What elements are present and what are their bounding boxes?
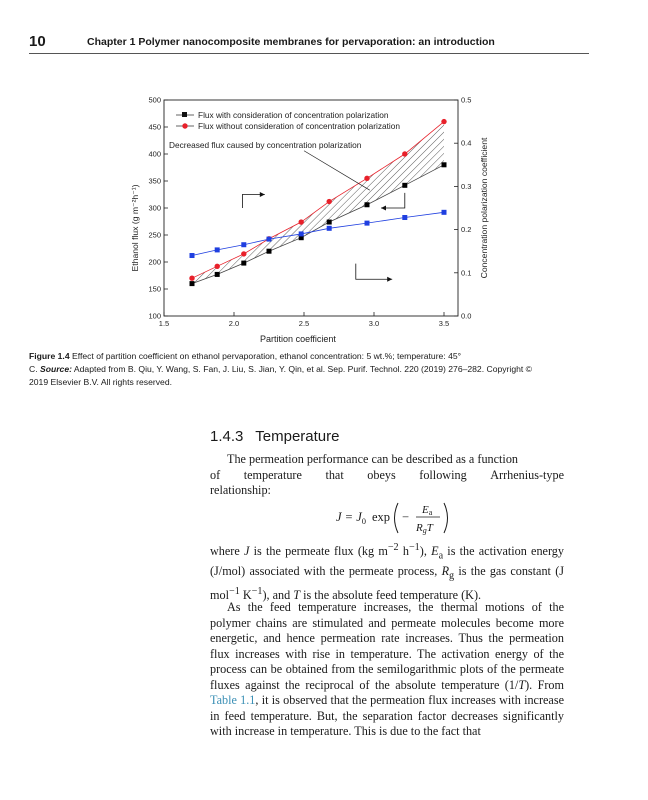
caption-text: Effect of partition coefficient on ethanol pervaporation, ethanol concentration: 5 wt.%; temperature: 45°	[71, 351, 462, 361]
series-cp-coefficient-point	[327, 226, 332, 231]
eq-exp: exp	[372, 510, 391, 524]
x-tick-label: 3.0	[368, 319, 380, 328]
series-with-cp-point	[442, 162, 447, 167]
x-tick-label: 2.0	[228, 319, 240, 328]
series-cp-coefficient-point	[442, 210, 447, 215]
legend-label-series-1: Flux with consideration of concentration polarization	[198, 110, 389, 120]
series-without-cp-point	[327, 199, 332, 204]
header-rule	[29, 53, 589, 54]
caption-line-1	[29, 350, 589, 363]
legend-label-series-2: Flux without consideration of concentration polarization	[198, 121, 401, 131]
eq-minus: −	[402, 510, 410, 524]
paragraph-1	[210, 452, 564, 499]
caption-label: Figure 1.4	[29, 351, 70, 361]
legend-marker-square	[182, 112, 187, 117]
figure-caption	[29, 350, 589, 389]
series-with-cp-point	[402, 183, 407, 188]
eq-den: R	[416, 522, 423, 534]
word: that	[325, 467, 344, 482]
series-with-cp-point	[327, 220, 332, 225]
x-tick-label: 2.5	[298, 319, 310, 328]
series-with-cp-point	[267, 249, 272, 254]
eq-num: E	[422, 504, 429, 516]
caption-line-3: 2019 Elsevier B.V. All rights reserved.	[29, 377, 172, 387]
series-cp-coefficient-point	[299, 231, 304, 236]
page-number: 10	[29, 33, 46, 50]
y-left-tick-label: 400	[148, 149, 161, 159]
y-right-tick-label: 0.4	[461, 138, 472, 148]
eq-lhs: J = J	[336, 510, 362, 524]
series-cp-coefficient-point	[241, 242, 246, 247]
legend-marker-circle	[182, 123, 187, 128]
section-number: 1.4.3	[210, 428, 244, 445]
series-without-cp-point	[241, 251, 246, 256]
table-link[interactable]: Table 1.1	[210, 693, 256, 707]
y-left-tick-label: 500	[148, 95, 161, 105]
series-with-cp-point	[241, 261, 246, 266]
eq-den-T: T	[426, 522, 433, 534]
series-without-cp-point	[189, 276, 194, 281]
section-heading	[210, 428, 340, 445]
y-left-tick-label: 450	[148, 122, 161, 132]
paragraph-3: As the feed temperature increases, the thermal motions of the polymer chains are stimulated and permeate molecules become more energetic, and hence permeation rate increases. Thus the permeation flux increases with rise in temperature. The activation energy of the process can be obtained from the semilogarithmic plots of the permeate fluxes against the reciprocal of the absolute temperature (1/T). From Table 1.1, it is observed that the permeation flux increases with increase in feed temperature. But, the separation factor decreases significantly with increase in temperature. This is due to the fact that	[210, 600, 564, 738]
caption-line2-prefix: C.	[29, 364, 38, 374]
series-without-cp-point	[364, 176, 369, 181]
series-cp-coefficient-point	[215, 247, 220, 252]
svg-text:J = J0	[336, 510, 366, 526]
x-tick-label: 3.5	[438, 319, 450, 328]
word: temperature	[243, 467, 302, 482]
para1-line2	[210, 468, 564, 484]
arrow-to-blue-series	[356, 264, 392, 280]
annotation-text: Decreased flux caused by concentration polarization	[169, 140, 362, 150]
series-with-cp-point	[190, 281, 195, 286]
word: obeys	[367, 467, 396, 482]
series-cp-coefficient-point	[365, 221, 370, 226]
legend	[176, 110, 400, 131]
arrow-to-black-series-head	[381, 206, 386, 211]
eq-den-sub: g	[422, 526, 427, 535]
page-header	[29, 33, 589, 55]
svg-text:Ea	[421, 504, 433, 517]
running-head: Chapter 1 Polymer nanocomposite membranes for pervaporation: an introduction	[87, 36, 495, 48]
plot-frame	[164, 100, 458, 316]
series-cp-coefficient-point	[267, 237, 272, 242]
y-left-tick-label: 350	[148, 176, 161, 186]
caption-source-text: Adapted from B. Qiu, Y. Wang, S. Fan, J. Liu, S. Jian, Y. Qin, et al. Sep. Purif. Technol. 220 (2019) 276–282. Copyright ©	[73, 364, 532, 374]
x-tick-label: 1.5	[158, 319, 170, 328]
caption-source-label: Source:	[39, 364, 72, 374]
series-without-cp-point	[215, 264, 220, 269]
x-axis-label: Partition coefficient	[260, 334, 336, 344]
series-cp-coefficient-point	[190, 253, 195, 258]
series-cp-coefficient-point	[402, 215, 407, 220]
y-right-axis-label: Concentration polarization coefficient	[479, 137, 489, 279]
series-with-cp-point	[215, 272, 220, 277]
svg-text:RgT	[415, 522, 434, 535]
y-right-tick-label: 0.2	[461, 225, 472, 235]
y-right-tick-label: 0.3	[461, 181, 472, 191]
eq-num-sub: a	[428, 508, 433, 517]
y-left-tick-label: 100	[148, 311, 161, 321]
series-without-cp-point	[299, 219, 304, 224]
y-left-tick-label: 250	[148, 230, 161, 240]
series-with-cp-point	[365, 202, 370, 207]
annotation-leader	[304, 151, 370, 190]
word: Arrhenius-type	[490, 467, 564, 482]
y-right-tick-label: 0.1	[461, 268, 472, 278]
y-right-tick-label: 0.5	[461, 95, 472, 105]
caption-line-2	[29, 363, 589, 376]
section-title: Temperature	[255, 428, 340, 445]
y-right-tick-label: 0.0	[461, 311, 472, 321]
word: following	[419, 467, 467, 482]
paragraph-2: where J is the permeate flux (kg $m^{-2}$ $h^{-1}$), $E_a$ is the activation energy (J/mol) associated with the permeate process, $R_g$ is the gas constant (J mol$^{-1}$ $K^{-1}$), and T is the absolute feed temperature (K).	[210, 542, 564, 602]
series-without-cp-point	[441, 119, 446, 124]
arrow-to-red-series-head	[260, 192, 265, 197]
arrow-to-red-series	[242, 195, 264, 209]
y-left-tick-label: 200	[148, 257, 161, 267]
word: of	[210, 467, 221, 482]
y-left-axis-label: Ethanol flux (g m⁻²h⁻¹)	[130, 184, 140, 272]
arrow-to-blue-series-head	[387, 277, 392, 282]
figure-chart	[118, 90, 518, 346]
y-left-tick-label: 150	[148, 284, 161, 294]
para1-line3: relationship:	[210, 483, 271, 497]
y-left-tick-label: 300	[148, 203, 161, 213]
eq-sub0: 0	[361, 516, 367, 526]
series-without-cp-point	[402, 151, 407, 156]
para1-line1: The permeation performance can be described as a function	[227, 452, 519, 466]
arrhenius-equation	[336, 496, 456, 540]
